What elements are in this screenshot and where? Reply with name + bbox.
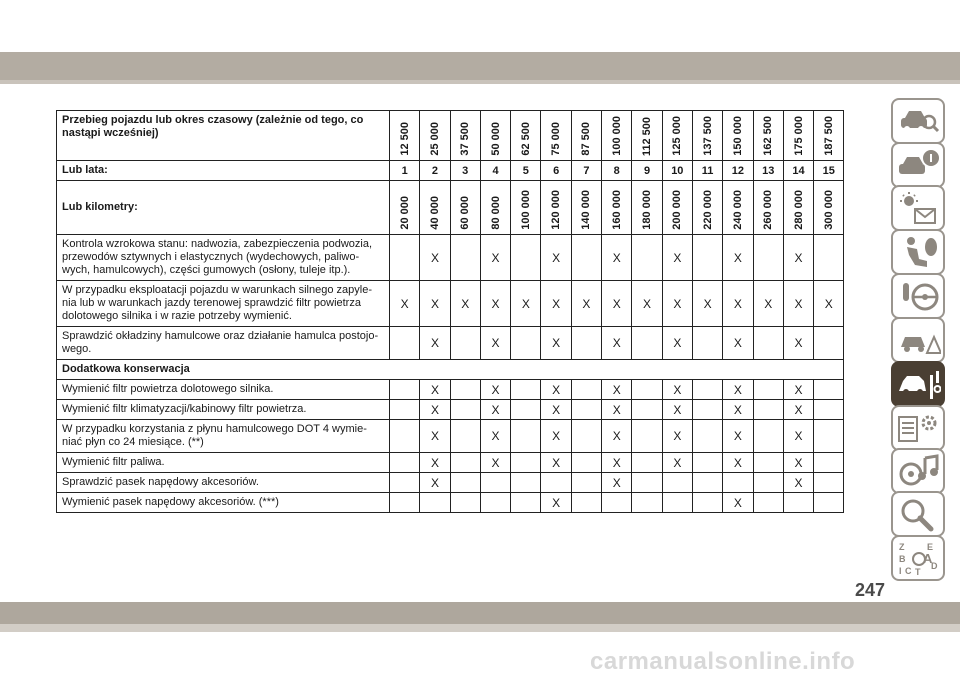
interval-mark-cell: X [480,420,510,453]
interval-mark-cell [511,473,541,493]
maintenance-task-label: Wymienić filtr powietrza dolotowego silnika. [57,380,390,400]
maintenance-task-label: W przypadku korzystania z płynu hamulcowego DOT 4 wymie- niać płyn co 24 miesiące. (**) [57,420,390,453]
interval-mark-cell [753,400,783,420]
interval-mark-cell [390,327,420,360]
maintenance-schedule-table [56,110,844,513]
bottom-decorative-band [0,602,960,624]
interval-mark-cell [814,473,844,493]
chapter-tab-car-breakdown[interactable] [891,317,945,363]
kilometers-value: 200 000 [671,190,684,230]
interval-mark-cell: X [602,380,632,400]
kilometers-cell [753,181,783,235]
kilometers-row-label: Lub kilometry: [57,181,390,235]
interval-mark-cell: X [541,327,571,360]
interval-mark-cell [814,327,844,360]
maintenance-task-label: W przypadku eksploatacji pojazdu w warunkach silnego zapyle- nia lub w warunkach jazdy terenowej sprawdzić filtr powietrza dolotowego silnika i w razie potrzeby wymienić. [57,281,390,327]
interval-mark-cell: X [723,420,753,453]
chapter-tab-steering-wheel[interactable] [891,273,945,319]
interval-mark-cell [571,327,601,360]
interval-mark-cell [450,420,480,453]
interval-mark-cell: X [541,400,571,420]
chapter-tab-search[interactable] [891,491,945,537]
chapter-tab-airbag-seat[interactable] [891,229,945,275]
interval-mark-cell: X [420,235,450,281]
mileage-header-cell [783,111,813,161]
interval-mark-cell [511,380,541,400]
interval-mark-cell: X [420,453,450,473]
interval-mark-cell [541,473,571,493]
interval-mark-cell: X [571,281,601,327]
header-row [57,111,844,161]
interval-mark-cell: X [662,380,692,400]
top-decorative-band [0,52,960,80]
interval-mark-cell [571,400,601,420]
kilometers-cell [420,181,450,235]
interval-mark-cell [390,400,420,420]
maintenance-row [57,327,844,360]
interval-mark-cell: X [723,235,753,281]
interval-mark-cell [450,453,480,473]
maintenance-task-label: Wymienić pasek napędowy akcesoriów. (***) [57,493,390,513]
kilometers-value: 240 000 [731,190,744,230]
maintenance-row [57,453,844,473]
interval-mark-cell: X [783,453,813,473]
interval-mark-cell [390,453,420,473]
years-cell: 12 [723,161,753,181]
interval-mark-cell [511,493,541,513]
interval-mark-cell [753,380,783,400]
index-letter-d: D [931,561,938,571]
interval-mark-cell [571,380,601,400]
mileage-header-value: 62 500 [519,122,532,156]
index-letter-a: A [923,551,933,566]
kilometers-value: 60 000 [459,196,472,230]
kilometers-cell [602,181,632,235]
mileage-header-cell [390,111,420,161]
interval-mark-cell [783,493,813,513]
interval-mark-cell [753,420,783,453]
index-letter-c: C [905,566,912,576]
kilometers-value: 100 000 [519,190,532,230]
interval-mark-cell [390,473,420,493]
kilometers-cell [632,181,662,235]
interval-mark-cell [632,473,662,493]
index-letter-b: B [899,554,906,564]
interval-mark-cell [480,493,510,513]
interval-mark-cell: X [420,281,450,327]
interval-mark-cell: X [602,420,632,453]
interval-mark-cell [692,453,722,473]
kilometers-cell [692,181,722,235]
maintenance-row [57,493,844,513]
index-letter-t: T [915,567,921,577]
kilometers-cell [783,181,813,235]
interval-mark-cell: X [814,281,844,327]
maintenance-task-label: Sprawdzić okładziny hamulcowe oraz działanie hamulca postojo- wego. [57,327,390,360]
interval-mark-cell [390,420,420,453]
chapter-tab-alphabetical-index[interactable] [891,535,945,581]
interval-mark-cell: X [723,281,753,327]
interval-mark-cell [692,327,722,360]
interval-mark-cell: X [662,235,692,281]
interval-mark-cell [814,400,844,420]
mileage-header-value: 150 000 [731,116,744,156]
interval-mark-cell [692,473,722,493]
interval-mark-cell [814,493,844,513]
kilometers-value: 140 000 [580,190,593,230]
top-decorative-band-light [0,80,960,84]
interval-mark-cell [692,235,722,281]
mileage-header-value: 112 500 [641,116,654,156]
interval-mark-cell [814,453,844,473]
interval-mark-cell: X [541,235,571,281]
maintenance-row [57,281,844,327]
interval-mark-cell [692,400,722,420]
interval-mark-cell [480,473,510,493]
interval-mark-cell: X [662,281,692,327]
interval-mark-cell [390,235,420,281]
kilometers-cell [723,181,753,235]
interval-mark-cell [390,493,420,513]
interval-mark-cell [511,327,541,360]
interval-mark-cell: X [511,281,541,327]
interval-mark-cell [814,420,844,453]
interval-mark-cell: X [723,380,753,400]
interval-mark-cell: X [662,400,692,420]
interval-mark-cell [632,380,662,400]
interval-mark-cell [450,235,480,281]
kilometers-value: 180 000 [641,190,654,230]
interval-mark-cell: X [723,493,753,513]
maintenance-row [57,473,844,493]
interval-mark-cell [692,380,722,400]
mileage-header-value: 12 500 [398,122,411,156]
maintenance-task-label: Wymienić filtr paliwa. [57,453,390,473]
interval-mark-cell: X [541,281,571,327]
interval-mark-cell: X [602,473,632,493]
bottom-decorative-band-light [0,624,960,632]
kilometers-value: 20 000 [398,196,411,230]
interval-mark-cell: X [662,327,692,360]
interval-mark-cell: X [783,400,813,420]
interval-mark-cell: X [541,420,571,453]
maintenance-row [57,235,844,281]
maintenance-task-label: Kontrola wzrokowa stanu: nadwozia, zabezpieczenia podwozia, przewodów sztywnych i elastycznych (wydechowych, paliwo- wych, hamulcowych), części gumowych (osłony, tuleje itp.). [57,235,390,281]
kilometers-value: 80 000 [489,196,502,230]
interval-mark-cell: X [480,453,510,473]
kilometers-cell [390,181,420,235]
interval-mark-cell [753,493,783,513]
interval-mark-cell [632,420,662,453]
interval-mark-cell [692,493,722,513]
interval-mark-cell: X [420,400,450,420]
interval-mark-cell: X [723,400,753,420]
section-title: Dodatkowa konserwacja [57,360,844,380]
years-cell: 5 [511,161,541,181]
interval-mark-cell: X [632,281,662,327]
kilometers-value: 220 000 [701,190,714,230]
mileage-header-cell [632,111,662,161]
interval-mark-cell: X [662,420,692,453]
interval-mark-cell [511,235,541,281]
interval-mark-cell: X [390,281,420,327]
interval-mark-cell: X [480,380,510,400]
page-number: 247 [855,580,886,600]
interval-mark-cell [814,235,844,281]
interval-mark-cell [632,493,662,513]
interval-mark-cell: X [783,473,813,493]
index-letter-z: Z [899,542,905,552]
chapter-tab-car-search[interactable] [891,98,945,144]
kilometers-value: 260 000 [762,190,775,230]
interval-mark-cell: X [723,453,753,473]
interval-mark-cell: X [662,453,692,473]
years-cell: 6 [541,161,571,181]
interval-mark-cell [511,420,541,453]
interval-mark-cell [632,400,662,420]
interval-mark-cell [450,493,480,513]
interval-mark-cell: X [602,400,632,420]
years-cell: 8 [602,161,632,181]
maintenance-task-label: Sprawdzić pasek napędowy akcesoriów. [57,473,390,493]
years-cell: 13 [753,161,783,181]
mileage-header-cell [541,111,571,161]
mileage-header-cell [753,111,783,161]
interval-mark-cell [511,453,541,473]
interval-mark-cell [571,473,601,493]
mileage-header-cell [692,111,722,161]
interval-mark-cell [753,235,783,281]
interval-mark-cell: X [450,281,480,327]
years-cell: 4 [480,161,510,181]
kilometers-cell [571,181,601,235]
interval-mark-cell [511,400,541,420]
kilometers-value: 280 000 [792,190,805,230]
mileage-header-cell [450,111,480,161]
interval-mark-cell [662,493,692,513]
mileage-header-cell [662,111,692,161]
mileage-header-cell [480,111,510,161]
interval-mark-cell: X [420,380,450,400]
interval-mark-cell: X [480,281,510,327]
chapter-tab-car-info[interactable] [891,142,945,188]
interval-mark-cell [753,327,783,360]
interval-mark-cell [571,493,601,513]
interval-mark-cell: X [602,327,632,360]
mileage-header-value: 137 500 [701,116,714,156]
interval-mark-cell [814,380,844,400]
interval-mark-cell: X [783,327,813,360]
kilometers-cell [511,181,541,235]
mileage-header-label: Przebieg pojazdu lub okres czasowy (zależnie od tego, co nastąpi wcześniej) [57,111,390,161]
kilometers-value: 160 000 [610,190,623,230]
watermark: carmanualsonline.info [590,648,856,675]
interval-mark-cell [632,327,662,360]
kilometers-cell [480,181,510,235]
interval-mark-cell: X [783,281,813,327]
kilometers-cell [541,181,571,235]
mileage-header-value: 75 000 [550,122,563,156]
mileage-header-cell [814,111,844,161]
interval-mark-cell [420,493,450,513]
mileage-header-value: 162 500 [762,116,775,156]
interval-mark-cell: X [480,235,510,281]
years-cell: 3 [450,161,480,181]
interval-mark-cell: X [783,420,813,453]
interval-mark-cell: X [602,281,632,327]
interval-mark-cell [662,473,692,493]
interval-mark-cell: X [420,473,450,493]
interval-mark-cell: X [783,235,813,281]
interval-mark-cell: X [783,380,813,400]
interval-mark-cell: X [753,281,783,327]
mileage-header-value: 100 000 [610,116,623,156]
chapter-tab-specifications-gear[interactable] [891,405,945,451]
kilometers-row [57,181,844,235]
years-cell: 15 [814,161,844,181]
mileage-header-value: 175 000 [792,116,805,156]
mileage-header-cell [723,111,753,161]
mileage-header-value: 187 500 [822,116,835,156]
mileage-header-value: 50 000 [489,122,502,156]
interval-mark-cell: X [420,420,450,453]
interval-mark-cell [753,453,783,473]
kilometers-value: 40 000 [428,196,441,230]
years-row [57,161,844,181]
interval-mark-cell: X [541,380,571,400]
chapter-tab-multimedia[interactable] [891,448,945,494]
interval-mark-cell [390,380,420,400]
years-cell: 7 [571,161,601,181]
years-cell: 11 [692,161,722,181]
mileage-header-cell [420,111,450,161]
interval-mark-cell: X [602,235,632,281]
index-letter-e: E [927,542,934,552]
mileage-header-cell [602,111,632,161]
interval-mark-cell [692,420,722,453]
index-letter-i: I [899,566,902,576]
interval-mark-cell [602,493,632,513]
years-cell: 14 [783,161,813,181]
interval-mark-cell: X [420,327,450,360]
years-cell: 1 [390,161,420,181]
interval-mark-cell: X [602,453,632,473]
interval-mark-cell [632,235,662,281]
years-row-label: Lub lata: [57,161,390,181]
interval-mark-cell [450,327,480,360]
interval-mark-cell [632,453,662,473]
maintenance-row [57,400,844,420]
interval-mark-cell: X [723,327,753,360]
interval-mark-cell [450,380,480,400]
maintenance-row [57,380,844,400]
mileage-header-value: 37 500 [459,122,472,156]
years-cell: 2 [420,161,450,181]
kilometers-value: 300 000 [822,190,835,230]
interval-mark-cell [571,420,601,453]
interval-mark-cell: X [541,453,571,473]
interval-mark-cell: X [480,327,510,360]
maintenance-task-label: Wymienić filtr klimatyzacji/kabinowy filtr powietrza. [57,400,390,420]
chapter-tab-warning-lights[interactable] [891,185,945,231]
kilometers-value: 120 000 [550,190,563,230]
maintenance-row [57,420,844,453]
years-cell: 9 [632,161,662,181]
section-title-row [57,360,844,380]
kilometers-cell [662,181,692,235]
years-cell: 10 [662,161,692,181]
interval-mark-cell: X [541,493,571,513]
mileage-header-cell [511,111,541,161]
interval-mark-cell: X [692,281,722,327]
mileage-header-value: 125 000 [671,116,684,156]
kilometers-cell [814,181,844,235]
interval-mark-cell [753,473,783,493]
interval-mark-cell [450,400,480,420]
interval-mark-cell [571,453,601,473]
interval-mark-cell [723,473,753,493]
mileage-header-cell [571,111,601,161]
interval-mark-cell: X [480,400,510,420]
kilometers-cell [450,181,480,235]
mileage-header-value: 25 000 [428,122,441,156]
mileage-header-value: 87 500 [580,122,593,156]
interval-mark-cell [571,235,601,281]
chapter-tab-car-service-tools[interactable] [891,361,945,407]
interval-mark-cell [450,473,480,493]
